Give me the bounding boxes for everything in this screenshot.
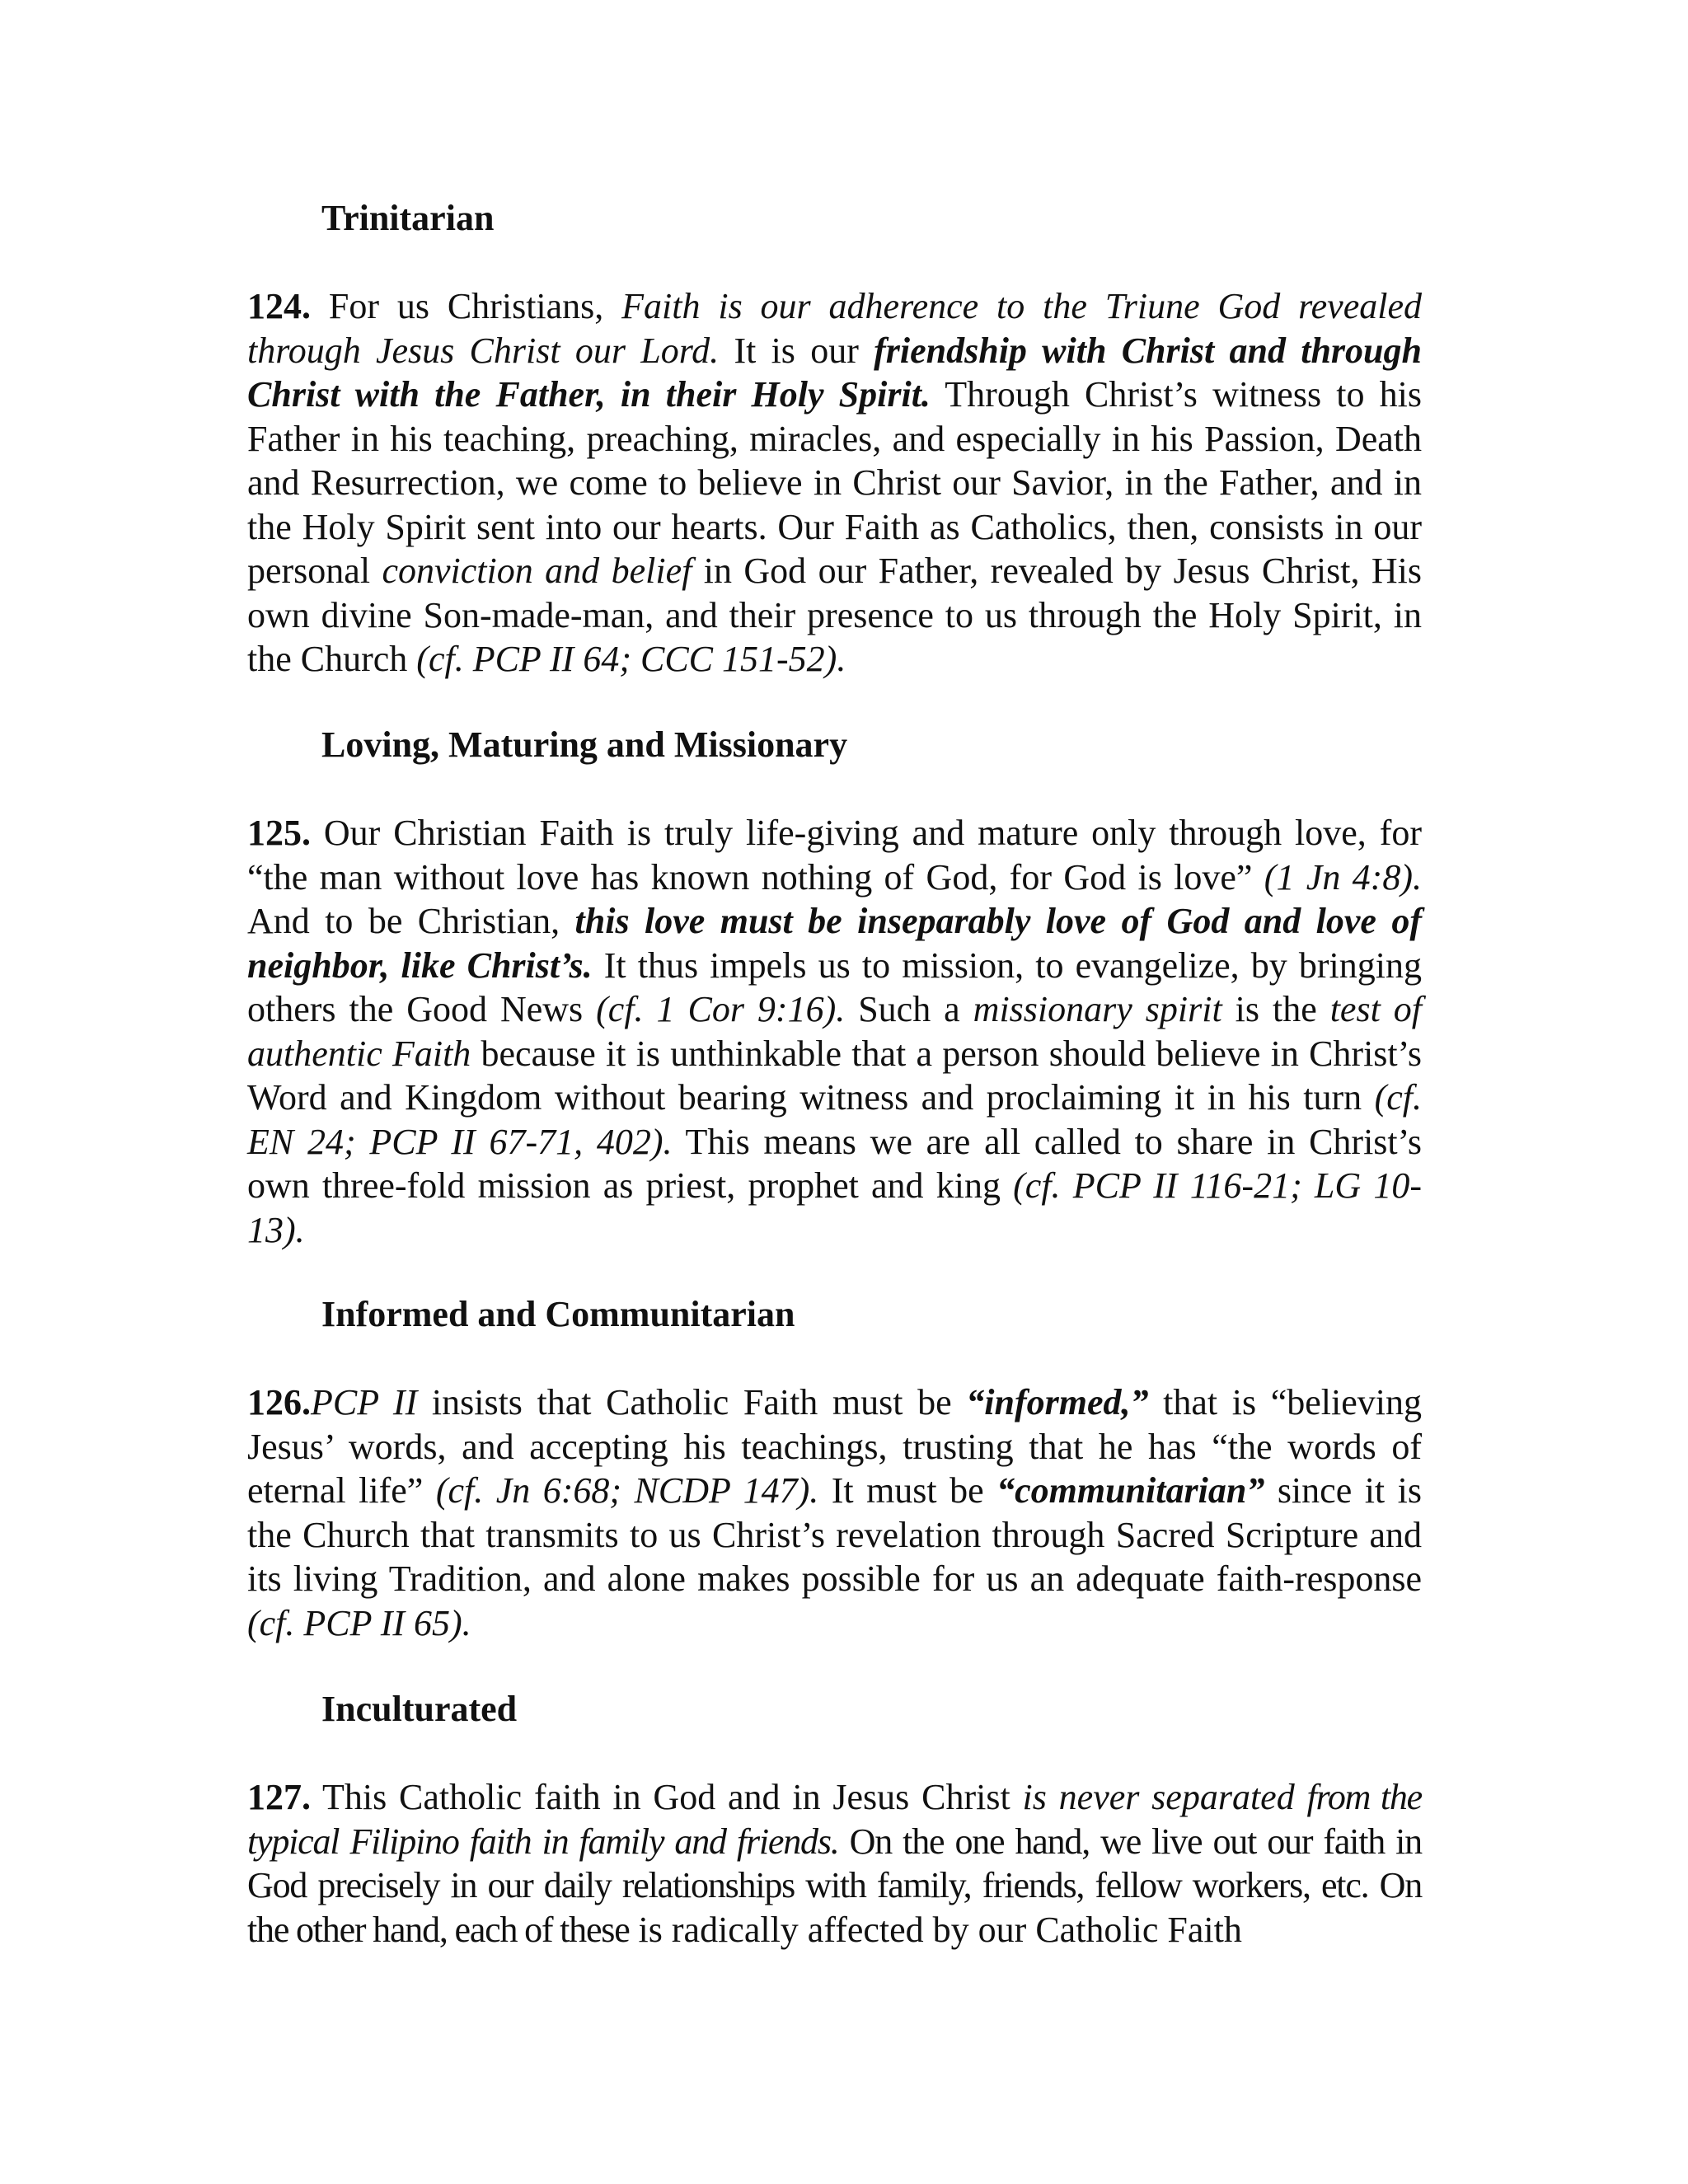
text-segment: test of authentic Faith	[247, 989, 1422, 1074]
text-segment: It thus impels us to mission, to evangelize, by bringing others the Good News	[247, 944, 1422, 1029]
section-heading-trinitarian: Trinitarian	[321, 198, 495, 238]
text-segment: Through Christ’s witness to his Father in his teaching, preaching, miracles, and especially in his Passion, Death and Resurrection, we come to believe in Christ our Savior, in the Father, and in the Holy Spirit sent into our hearts. Our Faith as Catholics, then, consists in our personal	[247, 374, 1422, 591]
text-segment: (cf. PCP II 116-21; LG 10-13).	[247, 1165, 1422, 1250]
text-segment: that is “believing Jesus’ words, and accepting his teachings, trusting that he has “the words of eternal life”	[247, 1382, 1422, 1511]
section-heading-loving-maturing-missionary: Loving, Maturing and Missionary	[321, 724, 848, 765]
text-segment: (cf. PCP II 64; CCC 151-52).	[416, 639, 846, 679]
text-segment: (1 Jn 4:8).	[1264, 856, 1422, 898]
text-segment: This means we are all called to share in Christ’s own three-fold mission as priest, prophet and king	[247, 1121, 1423, 1206]
text-segment: On the one hand, we live out our faith in God precisely in our daily relationships with family, friends, fellow workers, etc. On the other hand, each of these	[247, 1821, 1422, 1950]
text-segment: And to be Christian,	[247, 901, 575, 941]
text-segment: “communitarian”	[996, 1470, 1265, 1511]
paragraph-number: 125.	[247, 813, 311, 853]
text-segment: For us Christians,	[311, 286, 622, 326]
section-heading-inculturated: Inculturated	[321, 1689, 518, 1729]
text-segment: insists that Catholic Faith must be	[417, 1382, 967, 1422]
text-segment: since it is the Church that transmits to us Christ’s revelation through Sacred Scripture and its living Tradition, and alone makes possible for us an adequate faith-response	[247, 1470, 1422, 1599]
text-segment: PCP II	[311, 1382, 418, 1422]
paragraph-127	[247, 1775, 1422, 1952]
text-segment: in God our Father, revealed by Jesus Christ, His own divine Son-made-man, and their presence to us through the Holy Spirit, in the Church	[247, 551, 1422, 679]
text-segment: This Catholic faith in God and in Jesus Christ	[311, 1777, 1023, 1817]
paragraph-number: 124.	[247, 286, 311, 326]
text-segment: from the typical Filipino faith in family and friends.	[247, 1777, 1422, 1862]
text-segment: Faith is our adherence to the Triune God revealed through Jesus Christ our Lord.	[247, 286, 1422, 371]
text-segment: (cf. EN 24; PCP II 67-71, 402).	[247, 1077, 1422, 1162]
text-segment: friendship with Christ and through Christ with the Father, in their Holy Spirit.	[247, 330, 1422, 415]
text-segment: Such a	[845, 989, 973, 1029]
text-segment: “informed,”	[966, 1382, 1149, 1422]
text-segment: (cf. PCP II 65).	[247, 1602, 471, 1643]
paragraph-126	[247, 1380, 1422, 1645]
text-segment: missionary spirit	[973, 989, 1222, 1029]
text-segment: because it is unthinkable that a person should believe in Christ’s Word and Kingdom without bearing witness and proclaiming it in his turn	[247, 1033, 1422, 1118]
text-segment: (cf. 1 Cor 9:16).	[596, 989, 846, 1029]
text-segment: It must be	[818, 1470, 997, 1511]
text-segment: Our Christian Faith is truly life-giving and mature only through love, for “the man without love has known nothing of God, for God is love”	[247, 813, 1422, 898]
section-heading-informed-communitarian: Informed and Communitarian	[321, 1294, 795, 1334]
paragraph-125	[247, 811, 1422, 1252]
text-segment: is radically affected by our Catholic Faith	[629, 1909, 1242, 1950]
text-segment: is never separated	[1022, 1777, 1307, 1817]
paragraph-124	[247, 284, 1422, 682]
paragraph-number: 127.	[247, 1777, 311, 1817]
paragraph-number: 126.	[247, 1382, 311, 1422]
text-segment: is the	[1221, 989, 1330, 1029]
text-segment: conviction and belief	[382, 551, 692, 591]
text-segment: (cf. Jn 6:68; NCDP 147).	[435, 1470, 819, 1511]
text-segment: this love must be inseparably love of God and love of neighbor, like Christ’s.	[247, 901, 1422, 986]
text-segment: It is our	[719, 330, 874, 371]
